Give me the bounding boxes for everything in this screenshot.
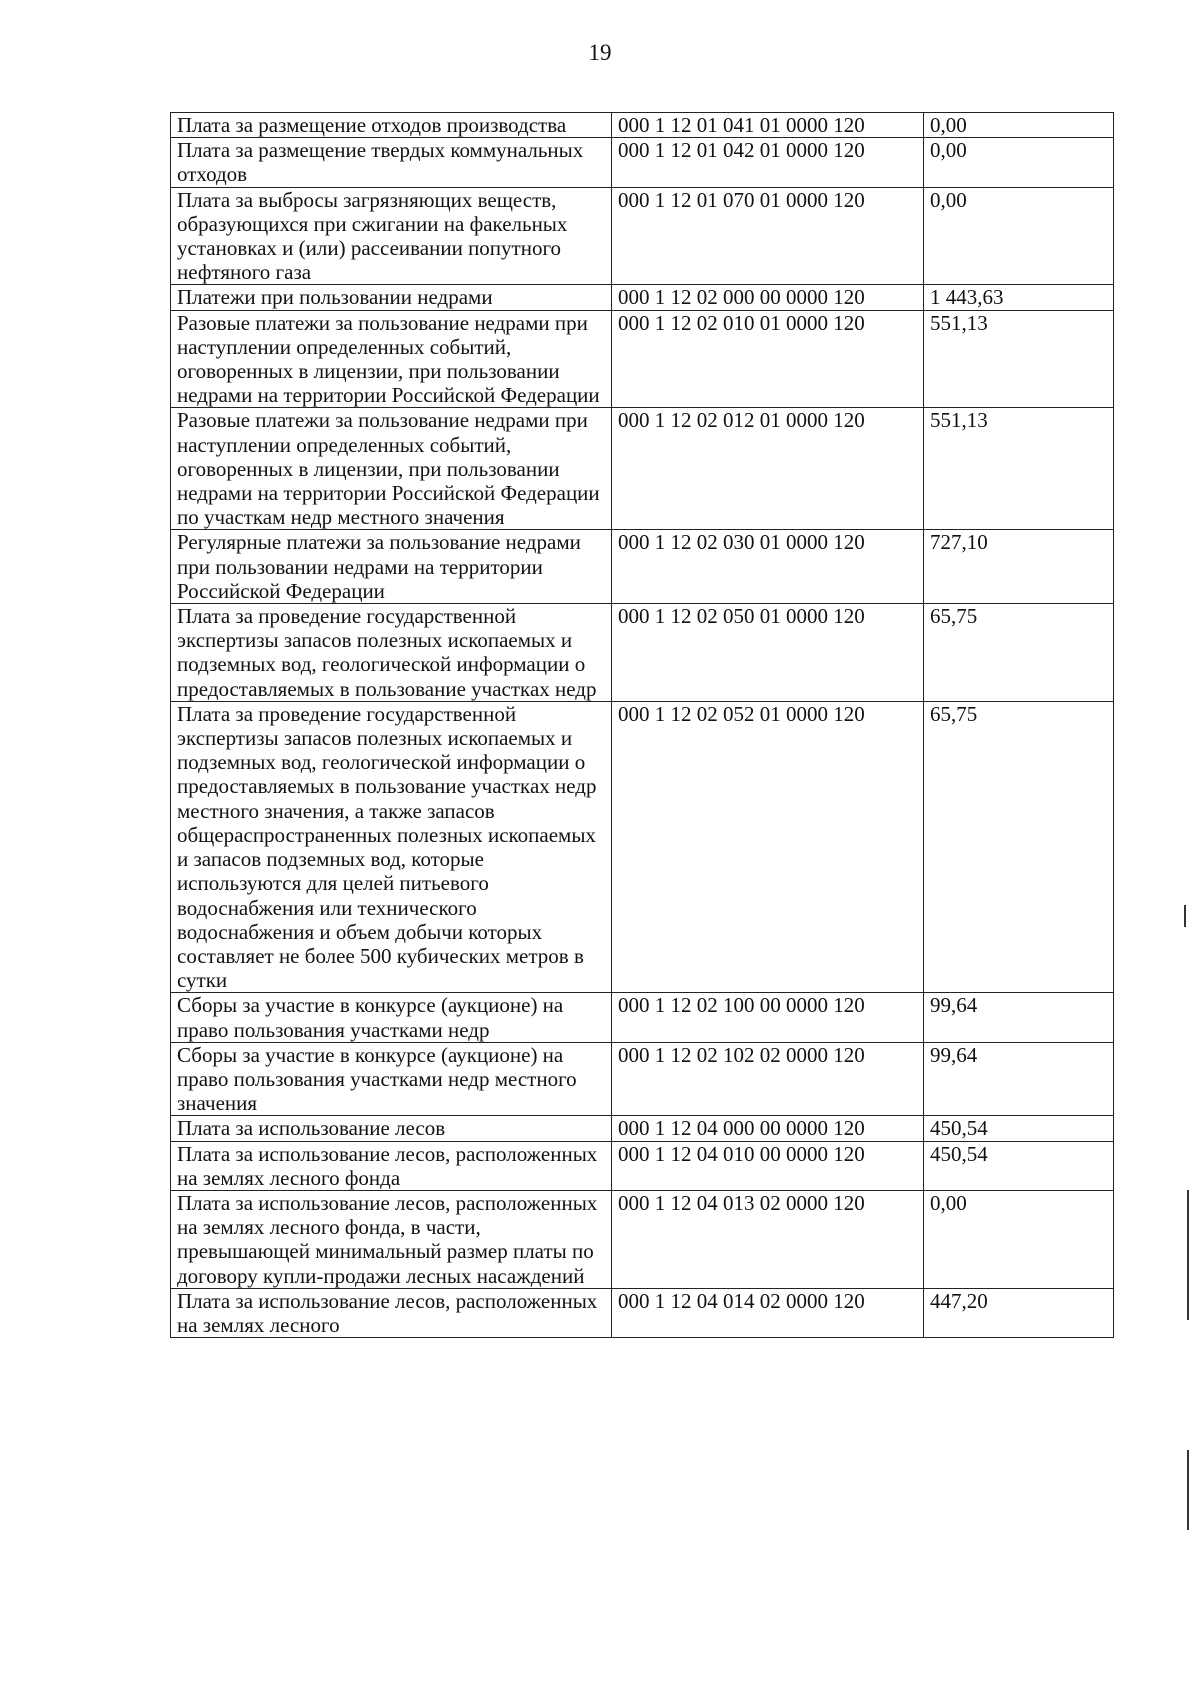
table-row [171,701,1114,992]
amount-cell: 447,20 [924,1288,1114,1337]
revenue-name-cell: Регулярные платежи за пользование недрами при пользовании недрами на территории Российской Федерации [171,530,612,604]
table-row [171,310,1114,408]
scan-edge-mark [1187,1190,1189,1320]
table-row [171,604,1114,702]
scan-edge-mark [1184,905,1186,927]
table-row [171,187,1114,285]
budget-code-cell: 000 1 12 04 000 00 0000 120 [612,1116,924,1141]
amount-cell: 65,75 [924,604,1114,702]
budget-code-cell: 000 1 12 01 042 01 0000 120 [612,138,924,187]
revenue-name-cell: Сборы за участие в конкурсе (аукционе) на право пользования участками недр [171,993,612,1042]
amount-cell: 0,00 [924,187,1114,285]
table-row [171,1141,1114,1190]
amount-cell: 551,13 [924,408,1114,530]
page-number: 19 [588,40,612,65]
revenue-name-cell: Платежи при пользовании недрами [171,285,612,310]
amount-cell: 1 443,63 [924,285,1114,310]
revenue-name-cell: Разовые платежи за пользование недрами при наступлении определенных событий, оговоренных в лицензии, при пользовании недрами на территории Российской Федерации [171,310,612,408]
revenue-name-cell: Плата за размещение отходов производства [171,113,612,138]
budget-code-cell: 000 1 12 02 010 01 0000 120 [612,310,924,408]
amount-cell: 99,64 [924,993,1114,1042]
amount-cell: 450,54 [924,1116,1114,1141]
amount-cell: 99,64 [924,1042,1114,1116]
amount-cell: 65,75 [924,701,1114,992]
revenue-name-cell: Плата за использование лесов, расположенных на землях лесного фонда, в части, превышающей минимальный размер платы по договору купли-продажи лесных насаждений [171,1190,612,1288]
revenue-name-cell: Плата за проведение государственной экспертизы запасов полезных ископаемых и подземных вод, геологической информации о предоставляемых в пользование участках недр местного значения, а также запасов общераспространенных полезных ископаемых и запасов подземных вод, которые используются для целей питьевого водоснабжения или технического водоснабжения и объем добычи которых составляет не более 500 кубических метров в сутки [171,701,612,992]
scan-edge-mark [1187,1450,1189,1530]
revenue-name-cell: Сборы за участие в конкурсе (аукционе) на право пользования участками недр местного значения [171,1042,612,1116]
table-row [171,113,1114,138]
revenue-name-cell: Плата за проведение государственной экспертизы запасов полезных ископаемых и подземных вод, геологической информации о предоставляемых в пользование участках недр [171,604,612,702]
revenue-name-cell: Разовые платежи за пользование недрами при наступлении определенных событий, оговоренных в лицензии, при пользовании недрами на территории Российской Федерации по участкам недр местного значения [171,408,612,530]
amount-cell: 0,00 [924,138,1114,187]
revenue-name-cell: Плата за использование лесов, расположенных на землях лесного фонда [171,1141,612,1190]
amount-cell: 727,10 [924,530,1114,604]
budget-code-cell: 000 1 12 04 013 02 0000 120 [612,1190,924,1288]
budget-code-cell: 000 1 12 02 030 01 0000 120 [612,530,924,604]
amount-cell: 551,13 [924,310,1114,408]
budget-code-cell: 000 1 12 04 014 02 0000 120 [612,1288,924,1337]
budget-code-cell: 000 1 12 02 000 00 0000 120 [612,285,924,310]
table-row [171,530,1114,604]
amount-cell: 0,00 [924,113,1114,138]
budget-code-cell: 000 1 12 02 012 01 0000 120 [612,408,924,530]
table-row [171,138,1114,187]
amount-cell: 0,00 [924,1190,1114,1288]
budget-code-cell: 000 1 12 01 070 01 0000 120 [612,187,924,285]
table-row [171,993,1114,1042]
revenue-name-cell: Плата за использование лесов, расположенных на землях лесного [171,1288,612,1337]
revenue-table-body [171,113,1114,1338]
table-row [171,285,1114,310]
revenue-name-cell: Плата за выбросы загрязняющих веществ, образующихся при сжигании на факельных установках и (или) рассеивании попутного нефтяного газа [171,187,612,285]
table-row [171,408,1114,530]
amount-cell: 450,54 [924,1141,1114,1190]
table-row [171,1116,1114,1141]
budget-code-cell: 000 1 12 01 041 01 0000 120 [612,113,924,138]
budget-code-cell: 000 1 12 02 050 01 0000 120 [612,604,924,702]
table-row [171,1042,1114,1116]
revenue-name-cell: Плата за размещение твердых коммунальных отходов [171,138,612,187]
budget-code-cell: 000 1 12 04 010 00 0000 120 [612,1141,924,1190]
revenue-name-cell: Плата за использование лесов [171,1116,612,1141]
table-row [171,1288,1114,1337]
budget-code-cell: 000 1 12 02 100 00 0000 120 [612,993,924,1042]
budget-code-cell: 000 1 12 02 102 02 0000 120 [612,1042,924,1116]
budget-code-cell: 000 1 12 02 052 01 0000 120 [612,701,924,992]
revenue-table [170,112,1114,1338]
table-row [171,1190,1114,1288]
